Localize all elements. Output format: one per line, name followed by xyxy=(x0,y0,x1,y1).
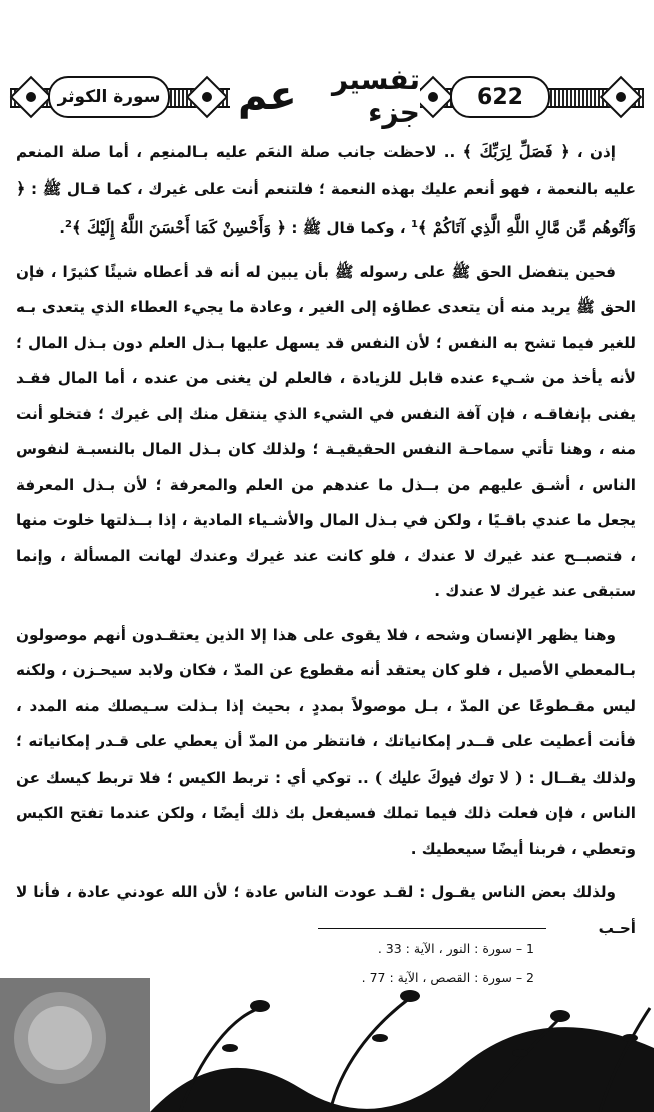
surah-name: سورة الكوثر xyxy=(48,76,170,118)
footnote-ref: 1 xyxy=(410,219,418,230)
ornament-icon xyxy=(600,76,642,118)
paragraph xyxy=(16,618,636,868)
footnote: 1 – سورة : النور ، الآية : 33 . xyxy=(377,941,534,956)
text-run: ، وكما قال ﷺ : xyxy=(286,219,406,238)
page-number: 622 xyxy=(450,76,550,118)
page-header xyxy=(10,63,644,129)
decorative-floral-footer xyxy=(0,978,654,1112)
text-run: .. لاحظت جانب صلة النعَم عليه بـالمنعِم ، أما صلة المنعم عليه بالنعمة ، فهو أنعم عليك بهذه النعمة ؛ فلتنعم أنت على غيرك ، كما قـال ﷺ : xyxy=(16,143,636,198)
text-run: .. توكي أي : تربط الكيس ؛ فلا تربط كيسك عن الناس ، فإن فعلت ذلك فيما تملك فسيفعل بك ذلك أيضًا ، ولكن عندما تفتح الكيس وتعطي ، فربنا أيضًا سيعطيك . xyxy=(16,768,636,858)
footnote: 2 – سورة : القصص ، الآية : 77 . xyxy=(361,970,534,985)
paragraph: ولذلك بعض الناس يقـول : لقـد عودت الناس عادة ؛ لأن الله عودني عادة ، فأنا لا أحـب xyxy=(16,883,636,937)
book-title-prefix: تفسير جزء xyxy=(331,63,420,129)
footnote-ref: 2 xyxy=(65,219,72,230)
paragraph xyxy=(16,134,636,247)
main-text xyxy=(16,134,636,946)
footnote-divider xyxy=(318,928,546,929)
text-run: إذن ، xyxy=(569,143,616,161)
quran-verse: ﴿ وَأَحْسِنْ كَمَا أَحْسَنَ اللَّهُ إِلَيْكَ ﴾ xyxy=(72,218,287,238)
saying: ( لا توك فيوكَ عليك ) xyxy=(374,767,523,787)
book-title-main: عم xyxy=(238,73,297,119)
ornament-icon xyxy=(10,76,52,118)
text-run: وهنا يظهر الإنسان وشحه ، فلا يقوى على هذا إلا الذين يعتقـدون أنهم موصولون بـالمعطي الأصيل ، فلو كان يعتقد أنه مقطوع عن المدّ ، فكان ولابد سيحـزن ، ولكنه ليس مقـطوعًا عن المدّ ، بـل موصولاً بمددٍ ، بحيث إذا بـذلت سـيصلك منه المدد ، فأنت أعطيت على قــدر إمكانياتك ، فانتظر من المدّ أن يعطي على قـدر إمكانياته ؛ ولذلك يقــال : xyxy=(16,625,637,787)
paragraph: فحين يتفضل الحق ﷺ على رسوله ﷺ بأن يبين له أنه قد أعطاه شيئًا كثيرًا ، فإن الحق ﷺ يريد منه أن يتعدى عطاؤه إلى الغير ، وعادة ما يجيء العطاء الذي يتعدى بـه للغير فيما تشح به النفس ؛ لأن النفس قد يسهل عليها بـذل العلم دون بـذل المال ؛ لأنه يأخذ من شـيء عنده قابل للزيادة ، فالعلم لن يغنى من عنده ، أما المال فقـد يفنى بإنفاقـه ، فإن آفة النفس في الشيء الذي ينتقل منك إلى غيرك ؛ فتخلو أنت منه ، وهنا تأتي سماحـة النفس الحقيقيـة ؛ ولذلك كان بـذل المال بالنسبـة لنفوس الناس ، أشـق عليهم من بــذل ما عندهم من العلم والمعرفة ؛ لأن بـذل المعرفة يجعل ما عندي باقـيًا ، ولكن في بـذل المال والأشـياء المادية ، إذا بــذلتها خلوت منها ، فتصبــح عند غيرك لا عندك ، فلو كانت عند غيرك وعندك لهانت المسألة ، وإنما ستبقى عند غيرك لا عندك . xyxy=(16,262,636,601)
text-run: . xyxy=(59,219,66,238)
quran-verse: ﴿ وَآتُوهُم مِّن مَّالِ اللَّهِ الَّذِي آتَاكُمْ ﴾ xyxy=(16,178,636,238)
ornament-icon xyxy=(186,76,228,118)
book-title xyxy=(230,63,420,129)
quran-verse: ﴿ فَصَلِّ لِرَبِّكَ ﴾ xyxy=(462,142,570,161)
floral-illustration xyxy=(0,978,654,1112)
